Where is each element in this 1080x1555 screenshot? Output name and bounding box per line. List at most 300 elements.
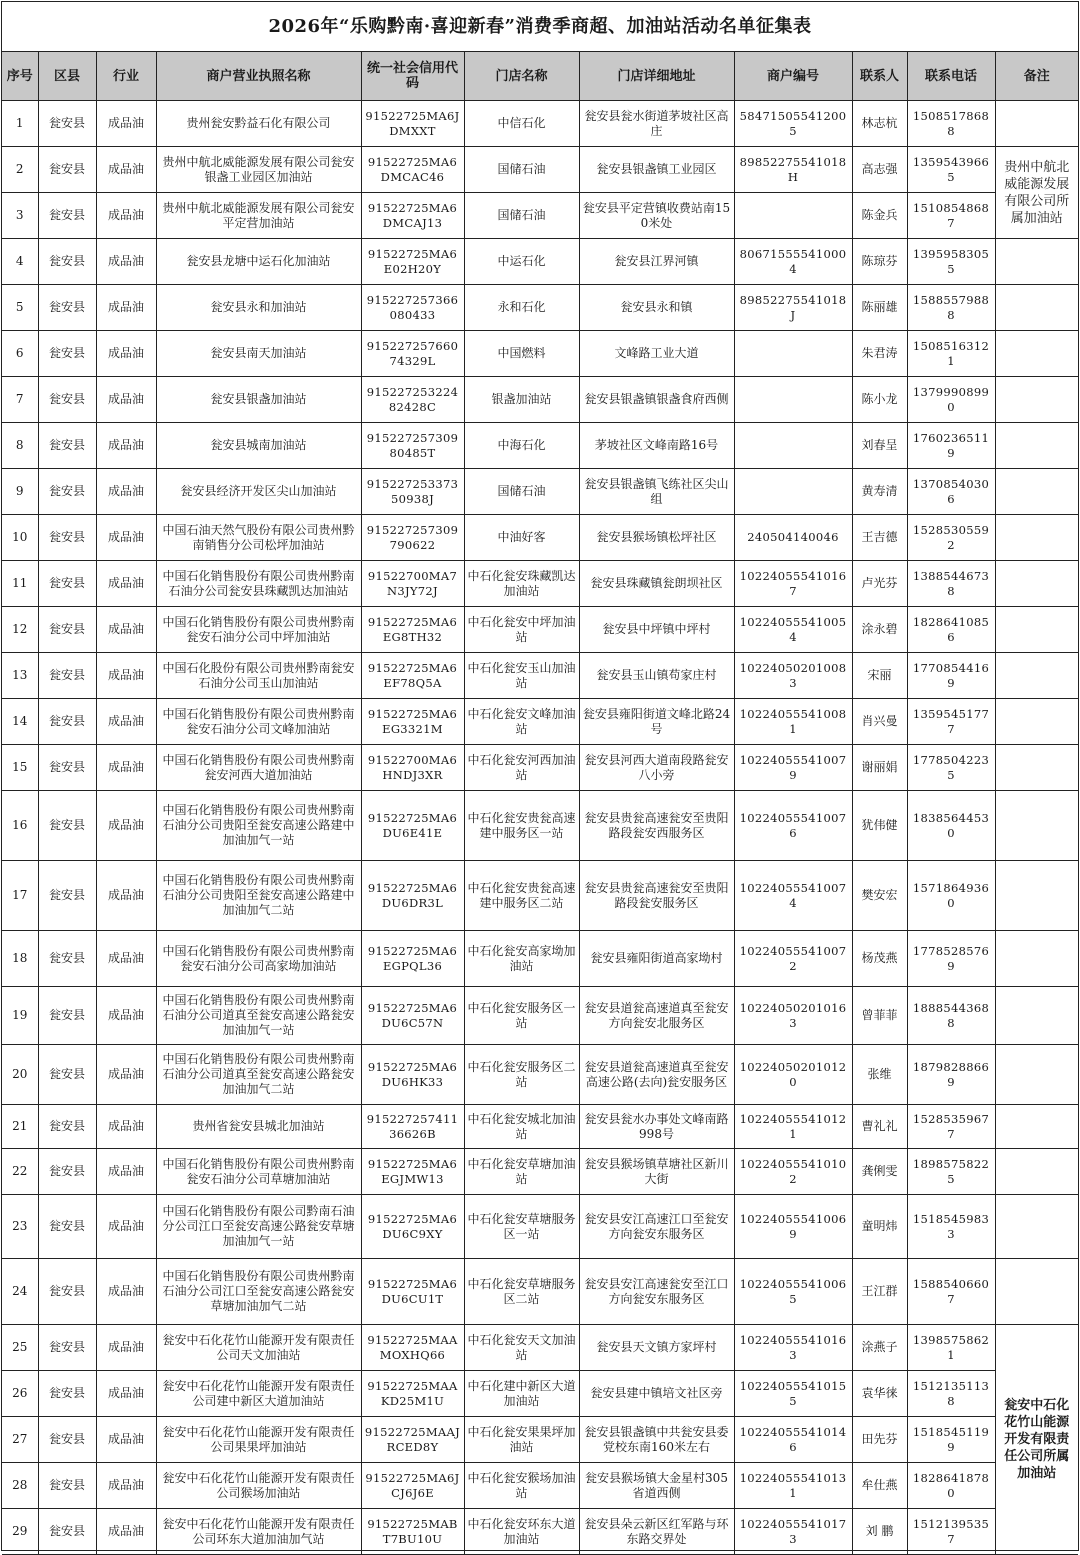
cell-name: 瓮安中石化花竹山能源开发有限责任公司建中新区大道加油站: [156, 1371, 361, 1417]
table-row: [2, 423, 1078, 469]
cell-code: 91522725MA6JDMXXT: [361, 101, 464, 147]
cell-name: 中国石化销售股份有限公司贵州黔南石油分公司道真至瓮安高速公路瓮安加油加气一站: [156, 987, 361, 1045]
table-row: [2, 987, 1078, 1045]
cell-phone: 17785285769: [907, 931, 995, 987]
cell-no: 6: [2, 331, 38, 377]
cell-address: 瓮安县银盏镇工业园区: [579, 147, 734, 193]
cell-address: 瓮安县永和镇: [579, 285, 734, 331]
cell-merchant-id: [734, 331, 852, 377]
cell-store: 中石化瓮安服务区一站: [464, 987, 579, 1045]
cell-name: 中国石油天然气股份有限公司贵州黔南销售分公司松坪加油站: [156, 515, 361, 561]
cell-code: 91522725MA6EGJMW13: [361, 1149, 464, 1195]
col-header: 统一社会信用代码: [361, 52, 464, 101]
cell-industry: 成品油: [96, 1509, 156, 1555]
cell-store: 中石化瓮安中坪加油站: [464, 607, 579, 653]
col-header: 联系电话: [907, 52, 995, 101]
cell-county: 瓮安县: [38, 1105, 96, 1149]
col-header: 联系人: [852, 52, 907, 101]
cell-code: 91522725MAAMOXHQ66: [361, 1325, 464, 1371]
cell-name: 贵州中航北威能源发展有限公司瓮安平定营加油站: [156, 193, 361, 239]
cell-county: 瓮安县: [38, 861, 96, 931]
cell-code: 91522725MA6EF78Q5A: [361, 653, 464, 699]
cell-no: 10: [2, 515, 38, 561]
table-row: [2, 1509, 1078, 1555]
cell-address: 瓮安县银盏镇飞练社区尖山组: [579, 469, 734, 515]
table-row: [2, 1417, 1078, 1463]
cell-industry: 成品油: [96, 1195, 156, 1259]
cell-industry: 成品油: [96, 331, 156, 377]
cell-name: 中国石化销售股份有限公司贵州黔南石油分公司贵阳至瓮安高速公路建中加油加气一站: [156, 791, 361, 861]
cell-no: 18: [2, 931, 38, 987]
cell-note: [995, 377, 1078, 423]
cell-note: [995, 469, 1078, 515]
cell-merchant-id: 102240555410065: [734, 1259, 852, 1325]
cell-address: 瓮安县贵瓮高速瓮安至贵阳路段瓮安西服务区: [579, 791, 734, 861]
cell-contact: 田先芬: [852, 1417, 907, 1463]
cell-no: 28: [2, 1463, 38, 1509]
table-row: [2, 1105, 1078, 1149]
cell-address: 瓮安县珠藏镇瓮朗坝社区: [579, 561, 734, 607]
cell-code: 915227257366080433: [361, 285, 464, 331]
cell-county: 瓮安县: [38, 1509, 96, 1555]
cell-industry: 成品油: [96, 423, 156, 469]
cell-contact: 涂燕子: [852, 1325, 907, 1371]
cell-no: 21: [2, 1105, 38, 1149]
table-row: [2, 101, 1078, 147]
cell-contact: 杨茂燕: [852, 931, 907, 987]
cell-merchant-id: 102240555410173: [734, 1509, 852, 1555]
cell-address: 茅坡社区文峰南路16号: [579, 423, 734, 469]
cell-note: [995, 1259, 1078, 1325]
col-header: 序号: [2, 52, 38, 101]
cell-address: 瓮安县瓮水街道茅坡社区高庄: [579, 101, 734, 147]
cell-store: 中石化瓮安果果坪加油站: [464, 1417, 579, 1463]
cell-phone: 15108548687: [907, 193, 995, 239]
cell-county: 瓮安县: [38, 745, 96, 791]
cell-code: 91522725MA6EGPQL36: [361, 931, 464, 987]
cell-county: 瓮安县: [38, 147, 96, 193]
cell-industry: 成品油: [96, 515, 156, 561]
table-row: [2, 377, 1078, 423]
cell-phone: 18286410856: [907, 607, 995, 653]
cell-industry: 成品油: [96, 1149, 156, 1195]
cell-note: [995, 791, 1078, 861]
cell-store: 中石化瓮安草塘服务区二站: [464, 1259, 579, 1325]
table-sheet: [1, 1, 1079, 1551]
cell-store: 中石化瓮安贵瓮高速建中服务区二站: [464, 861, 579, 931]
cell-no: 8: [2, 423, 38, 469]
cell-code: 91522725MA6E02H20Y: [361, 239, 464, 285]
cell-phone: 15885406607: [907, 1259, 995, 1325]
cell-phone: 13595451777: [907, 699, 995, 745]
cell-merchant-id: 102240502010163: [734, 987, 852, 1045]
cell-no: 15: [2, 745, 38, 791]
cell-no: 20: [2, 1045, 38, 1105]
merchant-table: [2, 52, 1078, 1555]
cell-phone: 18286418780: [907, 1463, 995, 1509]
cell-county: 瓮安县: [38, 1371, 96, 1417]
cell-code: 91522725MA6DU6C57N: [361, 987, 464, 1045]
cell-name: 中国石化销售股份有限公司贵州黔南瓮安河西大道加油站: [156, 745, 361, 791]
cell-contact: 刘 鹏: [852, 1509, 907, 1555]
cell-merchant-id: 102240555410167: [734, 561, 852, 607]
cell-store: 国储石油: [464, 193, 579, 239]
cell-phone: 13595439665: [907, 147, 995, 193]
cell-merchant-id: 102240555410131: [734, 1463, 852, 1509]
cell-note: [995, 607, 1078, 653]
cell-no: 25: [2, 1325, 38, 1371]
cell-no: 12: [2, 607, 38, 653]
cell-industry: 成品油: [96, 1105, 156, 1149]
cell-no: 17: [2, 861, 38, 931]
cell-address: 瓮安县天文镇方家坪村: [579, 1325, 734, 1371]
cell-industry: 成品油: [96, 193, 156, 239]
cell-store: 永和石化: [464, 285, 579, 331]
cell-merchant-id: 89852275541018H: [734, 147, 852, 193]
cell-merchant-id: 102240502010120: [734, 1045, 852, 1105]
cell-note: [995, 861, 1078, 931]
cell-address: 瓮安县道瓮高速道真至瓮安方向瓮安北服务区: [579, 987, 734, 1045]
cell-county: 瓮安县: [38, 1045, 96, 1105]
cell-address: 瓮安县中坪镇中坪村: [579, 607, 734, 653]
table-row: [2, 745, 1078, 791]
cell-note: [995, 239, 1078, 285]
cell-note: [995, 423, 1078, 469]
cell-address: 瓮安县雍阳街道文峰北路24号: [579, 699, 734, 745]
cell-merchant-id: 89852275541018J: [734, 285, 852, 331]
cell-phone: 15885579888: [907, 285, 995, 331]
cell-phone: 15085163121: [907, 331, 995, 377]
cell-no: 24: [2, 1259, 38, 1325]
cell-no: 27: [2, 1417, 38, 1463]
cell-name: 中国石化销售股份有限公司贵州黔南瓮安石油分公司草塘加油站: [156, 1149, 361, 1195]
cell-name: 瓮安中石化花竹山能源开发有限责任公司环东大道加油加气站: [156, 1509, 361, 1555]
cell-note: [995, 1195, 1078, 1259]
table-row: [2, 791, 1078, 861]
cell-phone: 15285305592: [907, 515, 995, 561]
cell-store: 中石化瓮安贵瓮高速建中服务区一站: [464, 791, 579, 861]
cell-merchant-id: 240504140046: [734, 515, 852, 561]
cell-contact: 卢光芬: [852, 561, 907, 607]
cell-county: 瓮安县: [38, 931, 96, 987]
cell-address: 瓮安县道瓮高速道真至瓮安高速公路(去向)瓮安服务区: [579, 1045, 734, 1105]
table-row: [2, 861, 1078, 931]
cell-contact: 犹伟健: [852, 791, 907, 861]
cell-name: 中国石化销售股份有限公司黔南石油分公司江口至瓮安高速公路瓮安草塘加油加气一站: [156, 1195, 361, 1259]
cell-address: 瓮安县猴场镇松坪社区: [579, 515, 734, 561]
cell-industry: 成品油: [96, 147, 156, 193]
cell-no: 1: [2, 101, 38, 147]
col-header: 行业: [96, 52, 156, 101]
cell-merchant-id: [734, 193, 852, 239]
cell-contact: 肖兴曼: [852, 699, 907, 745]
cell-industry: 成品油: [96, 1371, 156, 1417]
table-row: [2, 1259, 1078, 1325]
table-row: [2, 515, 1078, 561]
cell-code: 91522725MA6DU6DR3L: [361, 861, 464, 931]
cell-no: 9: [2, 469, 38, 515]
cell-contact: 谢丽娟: [852, 745, 907, 791]
cell-note: [995, 699, 1078, 745]
cell-phone: 15185451199: [907, 1417, 995, 1463]
cell-code: 91522700MA6HNDJ3XR: [361, 745, 464, 791]
cell-phone: 17602365119: [907, 423, 995, 469]
cell-name: 瓮安县经济开发区尖山加油站: [156, 469, 361, 515]
cell-no: 19: [2, 987, 38, 1045]
cell-industry: 成品油: [96, 745, 156, 791]
cell-industry: 成品油: [96, 1045, 156, 1105]
cell-industry: 成品油: [96, 469, 156, 515]
cell-code: 91522700MA7N3JY72J: [361, 561, 464, 607]
cell-address: 瓮安县贵瓮高速瓮安至贵阳路段瓮安服务区: [579, 861, 734, 931]
cell-phone: 13959583055: [907, 239, 995, 285]
cell-code: 91522725766074329L: [361, 331, 464, 377]
cell-industry: 成品油: [96, 101, 156, 147]
table-row: [2, 653, 1078, 699]
cell-code: 91522725MAAJRCED8Y: [361, 1417, 464, 1463]
cell-name: 瓮安县南天加油站: [156, 331, 361, 377]
cell-industry: 成品油: [96, 377, 156, 423]
cell-address: 瓮安县建中镇培文社区旁: [579, 1371, 734, 1417]
cell-county: 瓮安县: [38, 1195, 96, 1259]
cell-merchant-id: 102240555410163: [734, 1325, 852, 1371]
cell-name: 中国石化销售股份有限公司贵州黔南瓮安石油分公司文峰加油站: [156, 699, 361, 745]
note-group2: 瓮安中石化花竹山能源开发有限责任公司所属加油站: [995, 1325, 1078, 1555]
table-row: [2, 1371, 1078, 1417]
cell-industry: 成品油: [96, 285, 156, 331]
cell-county: 瓮安县: [38, 1417, 96, 1463]
cell-merchant-id: 102240555410074: [734, 861, 852, 931]
cell-phone: 15285359677: [907, 1105, 995, 1149]
cell-contact: 樊安宏: [852, 861, 907, 931]
cell-county: 瓮安县: [38, 423, 96, 469]
cell-county: 瓮安县: [38, 1259, 96, 1325]
cell-name: 瓮安中石化花竹山能源开发有限责任公司果果坪加油站: [156, 1417, 361, 1463]
cell-contact: 陈丽雄: [852, 285, 907, 331]
cell-name: 瓮安中石化花竹山能源开发有限责任公司天文加油站: [156, 1325, 361, 1371]
cell-no: 5: [2, 285, 38, 331]
cell-code: 91522725730980485T: [361, 423, 464, 469]
cell-note: [995, 745, 1078, 791]
cell-store: 银盏加油站: [464, 377, 579, 423]
cell-industry: 成品油: [96, 239, 156, 285]
cell-county: 瓮安县: [38, 331, 96, 377]
cell-contact: 林志杭: [852, 101, 907, 147]
cell-contact: 张维: [852, 1045, 907, 1105]
cell-code: 91522725MA6EG8TH32: [361, 607, 464, 653]
cell-merchant-id: [734, 469, 852, 515]
cell-no: 26: [2, 1371, 38, 1417]
table-row: [2, 331, 1078, 377]
table-row: [2, 1195, 1078, 1259]
cell-store: 中石化瓮安珠藏凯达加油站: [464, 561, 579, 607]
cell-phone: 18985758225: [907, 1149, 995, 1195]
cell-address: 文峰路工业大道: [579, 331, 734, 377]
cell-county: 瓮安县: [38, 377, 96, 423]
cell-merchant-id: 102240555410102: [734, 1149, 852, 1195]
cell-no: 29: [2, 1509, 38, 1555]
cell-code: 91522725MA6EG3321M: [361, 699, 464, 745]
cell-name: 中国石化销售股份有限公司贵州黔南石油分公司贵阳至瓮安高速公路建中加油加气二站: [156, 861, 361, 931]
note-group1: 贵州中航北威能源发展有限公司所属加油站: [995, 147, 1078, 239]
cell-merchant-id: [734, 423, 852, 469]
cell-address: 瓮安县雍阳街道高家坳村: [579, 931, 734, 987]
cell-industry: 成品油: [96, 1463, 156, 1509]
header-row: [2, 52, 1078, 101]
col-header: 区县: [38, 52, 96, 101]
cell-code: 91522725MA6DMCAJ13: [361, 193, 464, 239]
cell-no: 11: [2, 561, 38, 607]
cell-address: 瓮安县玉山镇苟家庄村: [579, 653, 734, 699]
cell-county: 瓮安县: [38, 791, 96, 861]
cell-store: 中石化瓮安河西加油站: [464, 745, 579, 791]
cell-no: 13: [2, 653, 38, 699]
page-title: 2026年“乐购黔南·喜迎新春”消费季商超、加油站活动名单征集表: [2, 2, 1078, 52]
cell-address: 瓮安县猴场镇草塘社区新川大街: [579, 1149, 734, 1195]
cell-county: 瓮安县: [38, 607, 96, 653]
cell-no: 22: [2, 1149, 38, 1195]
cell-phone: 15185459833: [907, 1195, 995, 1259]
cell-store: 中石化瓮安环东大道加油站: [464, 1509, 579, 1555]
cell-phone: 15085178688: [907, 101, 995, 147]
cell-note: [995, 101, 1078, 147]
cell-address: 瓮安县安江高速瓮安至江口方向瓮安东服务区: [579, 1259, 734, 1325]
cell-store: 中石化瓮安服务区二站: [464, 1045, 579, 1105]
cell-merchant-id: 102240555410079: [734, 745, 852, 791]
cell-industry: 成品油: [96, 607, 156, 653]
table-row: [2, 193, 1078, 239]
cell-contact: 黄寿清: [852, 469, 907, 515]
cell-phone: 15718649360: [907, 861, 995, 931]
cell-merchant-id: 102240555410155: [734, 1371, 852, 1417]
table-row: [2, 1149, 1078, 1195]
table-row: [2, 1463, 1078, 1509]
cell-note: [995, 1149, 1078, 1195]
cell-contact: 宋丽: [852, 653, 907, 699]
col-header: 商户编号: [734, 52, 852, 101]
table-row: [2, 1045, 1078, 1105]
cell-contact: 陈琼芬: [852, 239, 907, 285]
cell-address: 瓮安县猴场镇大金星村305省道西侧: [579, 1463, 734, 1509]
cell-phone: 17785042235: [907, 745, 995, 791]
cell-phone: 13885446738: [907, 561, 995, 607]
cell-name: 贵州省瓮安县城北加油站: [156, 1105, 361, 1149]
cell-merchant-id: 102240555410054: [734, 607, 852, 653]
cell-store: 中油好客: [464, 515, 579, 561]
cell-name: 中国石化销售股份有限公司贵州黔南石油分公司道真至瓮安高速公路瓮安加油加气二站: [156, 1045, 361, 1105]
cell-county: 瓮安县: [38, 193, 96, 239]
cell-phone: 18385644530: [907, 791, 995, 861]
table-row: [2, 1325, 1078, 1371]
cell-store: 国储石油: [464, 469, 579, 515]
cell-code: 91522725MA6DU6CU1T: [361, 1259, 464, 1325]
cell-industry: 成品油: [96, 791, 156, 861]
col-header: 门店详细地址: [579, 52, 734, 101]
cell-industry: 成品油: [96, 931, 156, 987]
cell-code: 91522725MA6JCJ6J6E: [361, 1463, 464, 1509]
cell-contact: 牟仕燕: [852, 1463, 907, 1509]
cell-code: 91522725MA6DU6C9XY: [361, 1195, 464, 1259]
cell-note: [995, 515, 1078, 561]
cell-store: 中石化瓮安草塘服务区一站: [464, 1195, 579, 1259]
cell-address: 瓮安县平定营镇收费站南150米处: [579, 193, 734, 239]
cell-industry: 成品油: [96, 1259, 156, 1325]
table-row: [2, 699, 1078, 745]
cell-store: 中石化瓮安高家坳加油站: [464, 931, 579, 987]
cell-merchant-id: 102240555410076: [734, 791, 852, 861]
cell-name: 瓮安县龙塘中运石化加油站: [156, 239, 361, 285]
col-header: 门店名称: [464, 52, 579, 101]
cell-code: 91522725MABT7BU10U: [361, 1509, 464, 1555]
cell-name: 瓮安县永和加油站: [156, 285, 361, 331]
cell-store: 中石化瓮安猴场加油站: [464, 1463, 579, 1509]
cell-contact: 童明炜: [852, 1195, 907, 1259]
cell-address: 瓮安县河西大道南段路瓮安八小旁: [579, 745, 734, 791]
cell-county: 瓮安县: [38, 561, 96, 607]
cell-note: [995, 987, 1078, 1045]
table-row: [2, 147, 1078, 193]
cell-merchant-id: 806715555410004: [734, 239, 852, 285]
col-header: 备注: [995, 52, 1078, 101]
cell-county: 瓮安县: [38, 987, 96, 1045]
cell-industry: 成品油: [96, 1325, 156, 1371]
cell-no: 3: [2, 193, 38, 239]
cell-contact: 高志强: [852, 147, 907, 193]
cell-name: 瓮安县城南加油站: [156, 423, 361, 469]
table-row: [2, 561, 1078, 607]
cell-county: 瓮安县: [38, 699, 96, 745]
cell-address: 瓮安县银盏镇中共瓮安县委党校东南160米左右: [579, 1417, 734, 1463]
cell-phone: 15121395357: [907, 1509, 995, 1555]
cell-store: 国储石油: [464, 147, 579, 193]
cell-name: 贵州中航北威能源发展有限公司瓮安银盏工业园区加油站: [156, 147, 361, 193]
cell-contact: 涂永碧: [852, 607, 907, 653]
cell-contact: 王江群: [852, 1259, 907, 1325]
cell-note: [995, 285, 1078, 331]
cell-county: 瓮安县: [38, 515, 96, 561]
cell-merchant-id: 102240555410072: [734, 931, 852, 987]
cell-county: 瓮安县: [38, 653, 96, 699]
cell-merchant-id: 102240555410146: [734, 1417, 852, 1463]
cell-note: [995, 653, 1078, 699]
cell-industry: 成品油: [96, 987, 156, 1045]
cell-code: 91522725MA6DU6E41E: [361, 791, 464, 861]
cell-phone: 18798288669: [907, 1045, 995, 1105]
table-row: [2, 285, 1078, 331]
cell-county: 瓮安县: [38, 285, 96, 331]
cell-contact: 曹礼礼: [852, 1105, 907, 1149]
cell-phone: 17708544169: [907, 653, 995, 699]
cell-merchant-id: 584715055412005: [734, 101, 852, 147]
cell-store: 中石化瓮安玉山加油站: [464, 653, 579, 699]
cell-address: 瓮安县银盏镇银盏食府西侧: [579, 377, 734, 423]
cell-merchant-id: [734, 377, 852, 423]
cell-name: 中国石化销售股份有限公司贵州黔南石油分公司瓮安县珠藏凯达加油站: [156, 561, 361, 607]
cell-no: 7: [2, 377, 38, 423]
cell-contact: 陈小龙: [852, 377, 907, 423]
cell-name: 中国石化股份有限公司贵州黔南瓮安石油分公司玉山加油站: [156, 653, 361, 699]
cell-note: [995, 1105, 1078, 1149]
cell-industry: 成品油: [96, 561, 156, 607]
cell-store: 中石化瓮安草塘加油站: [464, 1149, 579, 1195]
cell-note: [995, 331, 1078, 377]
cell-store: 中石化瓮安文峰加油站: [464, 699, 579, 745]
cell-note: [995, 561, 1078, 607]
cell-contact: 朱君涛: [852, 331, 907, 377]
cell-contact: 曾菲菲: [852, 987, 907, 1045]
cell-industry: 成品油: [96, 653, 156, 699]
cell-county: 瓮安县: [38, 101, 96, 147]
